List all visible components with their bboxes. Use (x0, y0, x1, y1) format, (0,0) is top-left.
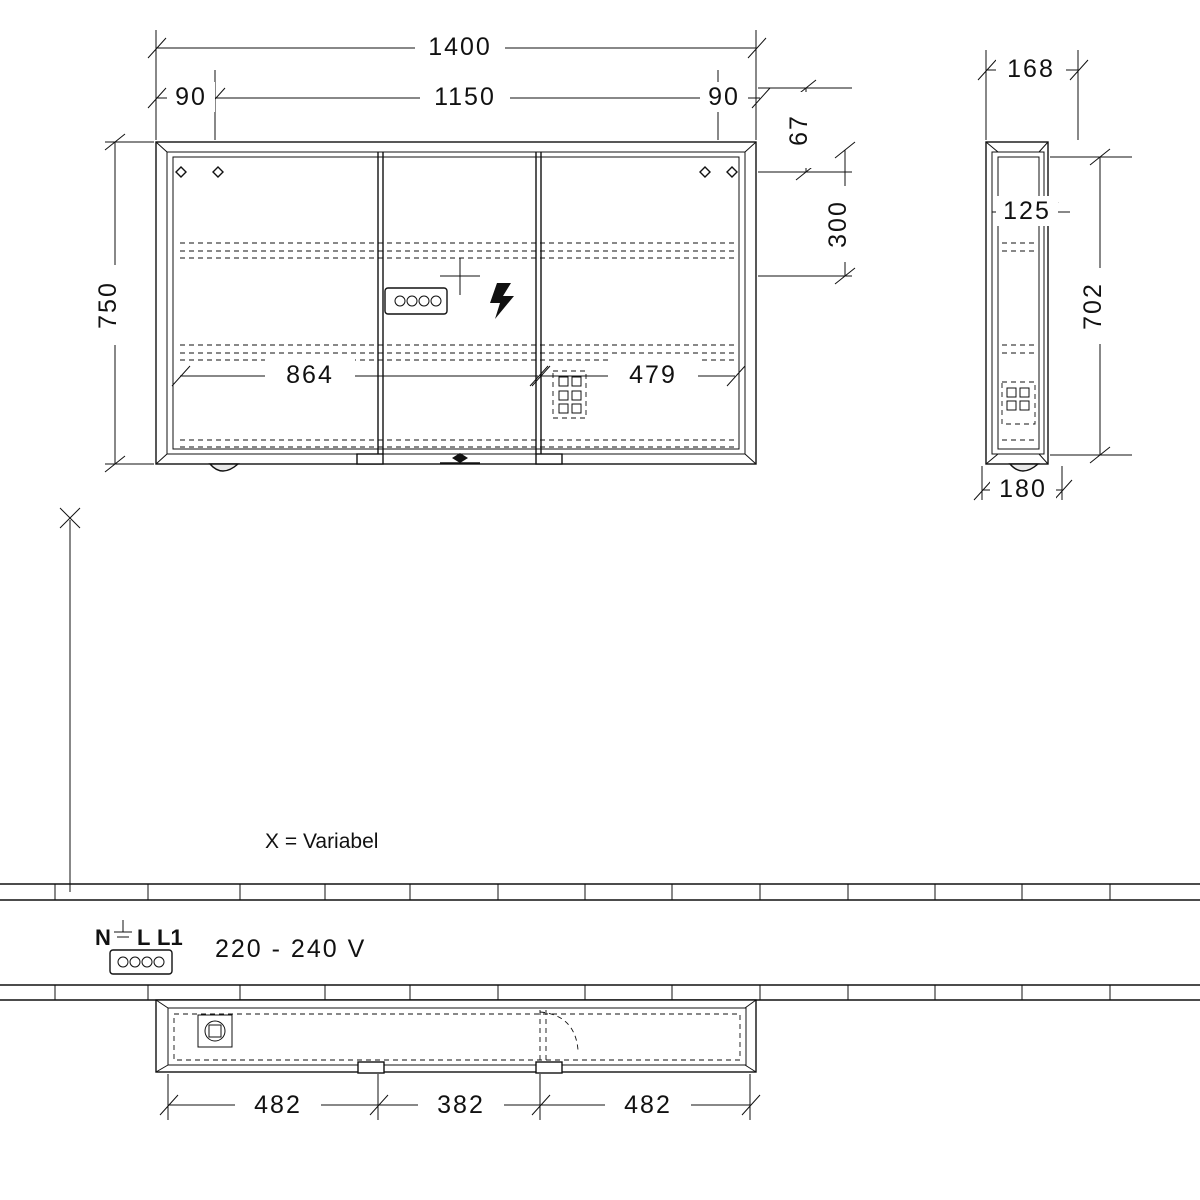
dim-side-height: 702 (1079, 282, 1107, 330)
dim-base-depth: 180 (999, 475, 1047, 503)
wall-section-lower (0, 985, 1200, 1000)
dim-shelf-right: 479 (629, 361, 677, 389)
front-view-cabinet (156, 142, 756, 471)
variable-height-marker (60, 508, 80, 892)
dim-middle-door: 382 (437, 1091, 485, 1119)
plan-view-dimensions (160, 1074, 760, 1120)
variable-note-label: X = Variabel (265, 830, 379, 853)
dim-left-door: 482 (254, 1091, 302, 1119)
socket-symbol (385, 288, 447, 314)
wall-section-upper (0, 884, 1200, 900)
voltage-label: 220 - 240 V (215, 935, 367, 963)
dim-inner-width: 1150 (434, 83, 496, 111)
plan-view-cabinet (156, 1000, 756, 1073)
dim-left-offset: 90 (175, 83, 207, 111)
side-view-cabinet (986, 142, 1048, 471)
dim-total-width: 1400 (428, 33, 492, 61)
dim-right-offset: 90 (708, 83, 740, 111)
earth-symbol (114, 920, 132, 937)
terminal-label-l: L (137, 925, 151, 950)
dim-total-height: 750 (94, 281, 122, 329)
dim-depth: 168 (1007, 55, 1055, 83)
power-connection-symbol (95, 920, 183, 974)
dim-shelf-left: 864 (286, 361, 334, 389)
dim-top-offset: 67 (785, 114, 813, 146)
dim-inner-depth: 125 (1003, 197, 1051, 225)
terminal-label-n: N (95, 925, 111, 950)
dim-right-door: 482 (624, 1091, 672, 1119)
dim-mount-height: 300 (824, 200, 852, 248)
terminal-label-l1: L1 (157, 925, 183, 950)
